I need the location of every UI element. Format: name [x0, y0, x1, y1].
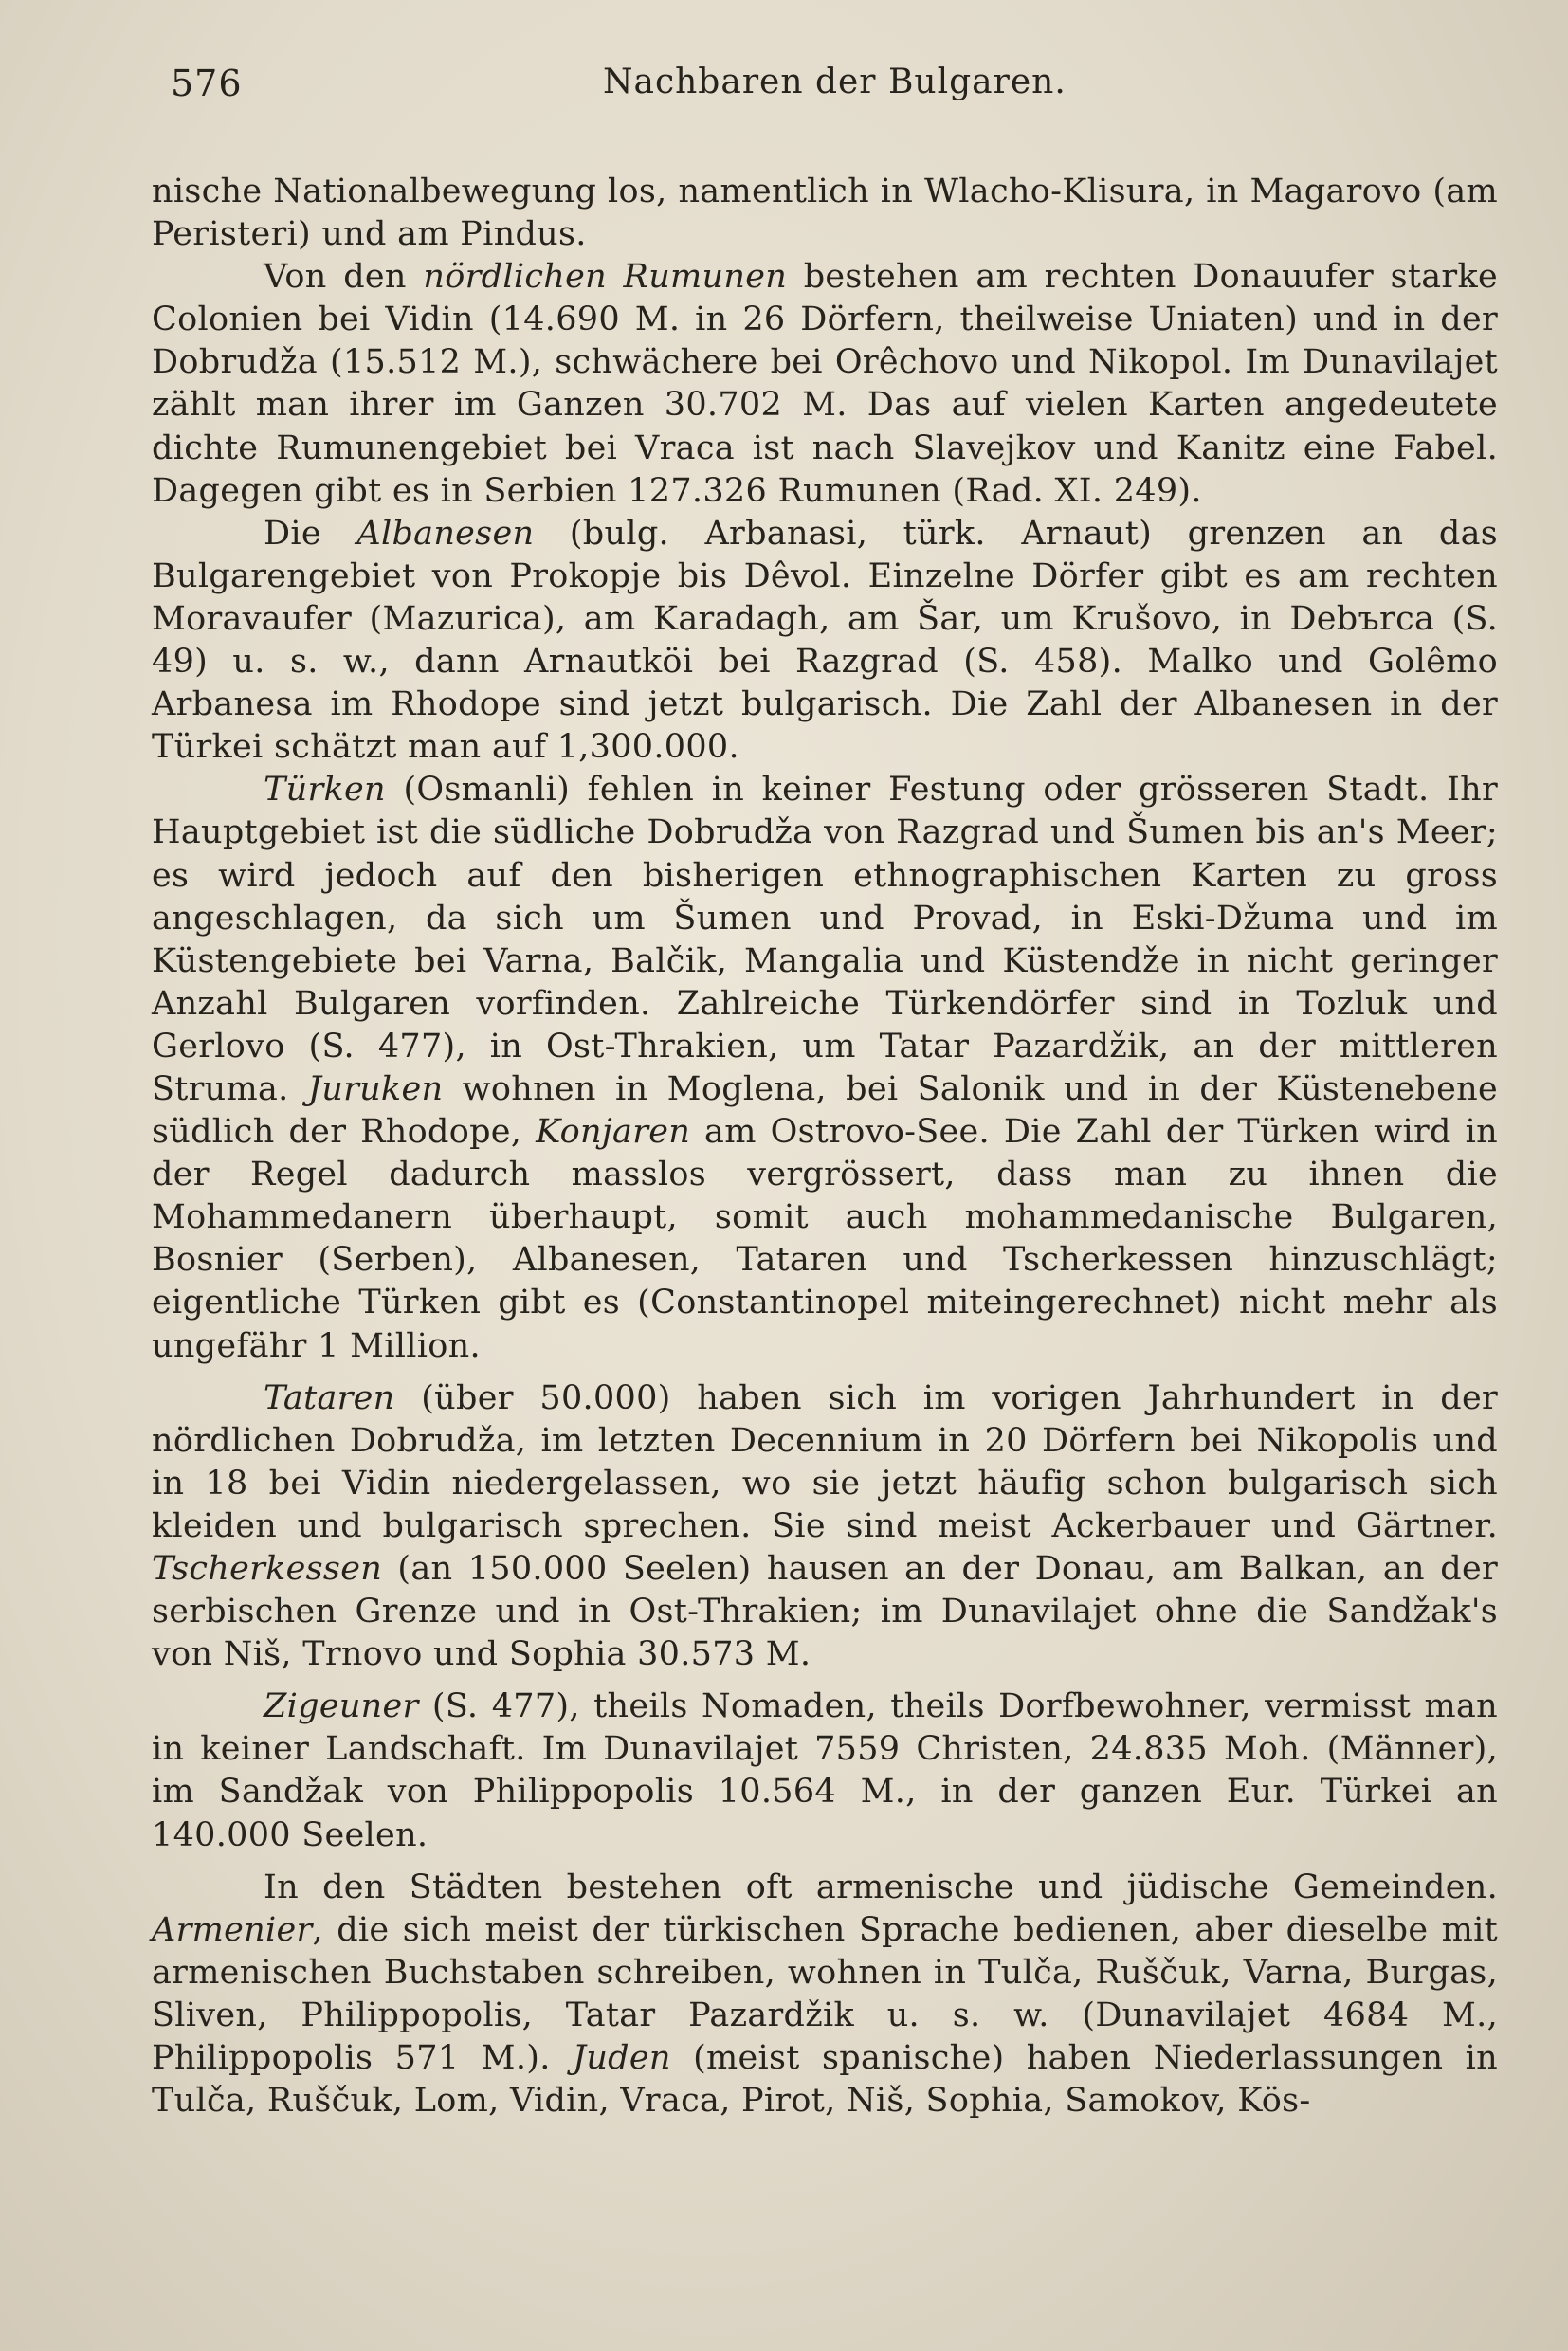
paragraph [152, 513, 1498, 770]
paragraph [152, 1686, 1498, 1856]
italic-term: Juden [572, 2039, 671, 2078]
text-run: In den Städten bestehen oft armenische und jüdische Gemeinden. [264, 1868, 1498, 1906]
text-run: (an 150.000 Seelen) hausen an der Donau, am Balkan, an der serbischen Grenze und in Ost-Thrakien; im Dunavilajet ohne die Sandžak's von Niš, Trnovo und Sophia 30.573 M. [152, 1550, 1498, 1674]
paragraph [152, 171, 1498, 256]
text-run: (S. 477), theils Nomaden, theils Dorfbewohner, vermisst man in keiner Landschaft. Im Dunavilajet 7559 Christen, 24.835 Moh. (Männer), im Sandžak von Philippopolis 10.564 M., in der ganzen Eur. Türkei an 140.000 Seelen. [152, 1687, 1498, 1854]
italic-term: Albanesen [356, 514, 535, 553]
text-run: (über 50.000) haben sich im vorigen Jahrhundert in der nördlichen Dobrudža, im letzten Decennium in 20 Dörfern bei Nikopolis und in 18 bei Vidin niedergelassen, wo sie jetzt häufig schon bulgarisch sich kleiden und bulgarisch sprechen. Sie sind meist Ackerbauer und Gärtner. [152, 1378, 1498, 1545]
text-run: (meist spanische) haben Niederlassungen in Tulča, Ruščuk, Lom, Vidin, Vraca, Pirot, Niš, Sophia, Samokov, Kös- [152, 2039, 1498, 2121]
text-run: Die [264, 514, 357, 553]
running-title: Nachbaren der Bulgaren. [603, 63, 1067, 101]
text-run: (bulg. Arbanasi, türk. Arnaut) grenzen an das Bulgarengebiet von Prokopje bis Dêvol. Einzelne Dörfer gibt es am rechten Moravaufer (Mazurica), am Karadagh, am Šar, um Krušovo, in Debъrca (S. 49) u. s. w., dann Arnautköi bei Razgrad (S. 458). Malko und Golêmo Arbanesa im Rhodope sind jetzt bulgarisch. Die Zahl der Albanesen in der Türkei schätzt man auf 1,300.000. [152, 514, 1498, 767]
italic-term: Tscherkessen [152, 1550, 383, 1588]
italic-term: nördlichen Rumunen [423, 258, 788, 297]
italic-term: Tataren [264, 1378, 395, 1417]
text-run: nische Nationalbewegung los, namentlich in Wlacho-Klisura, in Magarovo (am Peristeri) und am Pindus. [152, 173, 1498, 254]
page-number: 576 [171, 63, 243, 104]
text-run: wohnen in Moglena, bei Salonik und in der Küstenebene südlich der Rhodope, [152, 1069, 1498, 1152]
text-run: (Osmanli) fehlen in keiner Festung oder grösseren Stadt. Ihr Hauptgebiet ist die südliche Dobrudža von Razgrad und Šumen bis an's Meer; es wird jedoch auf den bisherigen ethnographischen Karten zu gross angeschlagen, da sich um Šumen und Provad, in Eski-Džuma und im Küstengebiete bei Varna, Balčik, Mangalia und Küstendže in nicht geringer Anzahl Bulgaren vorfinden. Zahlreiche Türkendörfer sind in Tozluk und Gerlovo (S. 477), in Ost-Thrakien, um Tatar Pazardžik, an der mittleren Struma. [152, 771, 1498, 1108]
paragraph [152, 1867, 1498, 2123]
text-run: bestehen am rechten Donauufer starke Colonien bei Vidin (14.690 M. in 26 Dörfern, theilweise Uniaten) und in der Dobrudža (15.512 M.), schwächere bei Orêchovo und Nikopol. Im Dunavilajet zählt man ihrer im Ganzen 30.702 M. Das auf vielen Karten angedeutete dichte Rumunengebiet bei Vraca ist nach Slavejkov und Kanitz eine Fabel. Dagegen gibt es in Serbien 127.326 Rumunen (Rad. XI. 249). [152, 258, 1498, 510]
italic-term: Zigeuner [264, 1687, 419, 1726]
italic-term: Armenier [152, 1910, 313, 1949]
text-run: am Ostrovo-See. Die Zahl der Türken wird in der Regel dadurch masslos vergrössert, dass man zu ihnen die Mohammedanern überhaupt, somit auch mohammedanische Bulgaren, Bosnier (Serben), Albanesen, Tataren und Tscherkessen hinzuschlägt; eigentliche Türken gibt es (Constantinopel miteingerechnet) nicht mehr als ungefähr 1 Million. [152, 1113, 1498, 1365]
paragraph [152, 769, 1498, 1367]
italic-term: Juruken [307, 1069, 444, 1108]
paragraph [152, 1377, 1498, 1677]
page-header [171, 63, 1454, 119]
body-text [152, 171, 1498, 2123]
italic-term: Konjaren [536, 1113, 691, 1152]
text-run: , die sich meist der türkischen Sprache bedienen, aber dieselbe mit armenischen Buchstaben schreiben, wohnen in Tulča, Ruščuk, Varna, Burgas, Sliven, Philippopolis, Tatar Pazardžik u. s. w. (Dunavilajet 4684 M., Philippopolis 571 M.). [152, 1910, 1498, 2078]
text-run: Von den [264, 258, 424, 297]
italic-term: Türken [264, 771, 386, 810]
paragraph [152, 256, 1498, 513]
